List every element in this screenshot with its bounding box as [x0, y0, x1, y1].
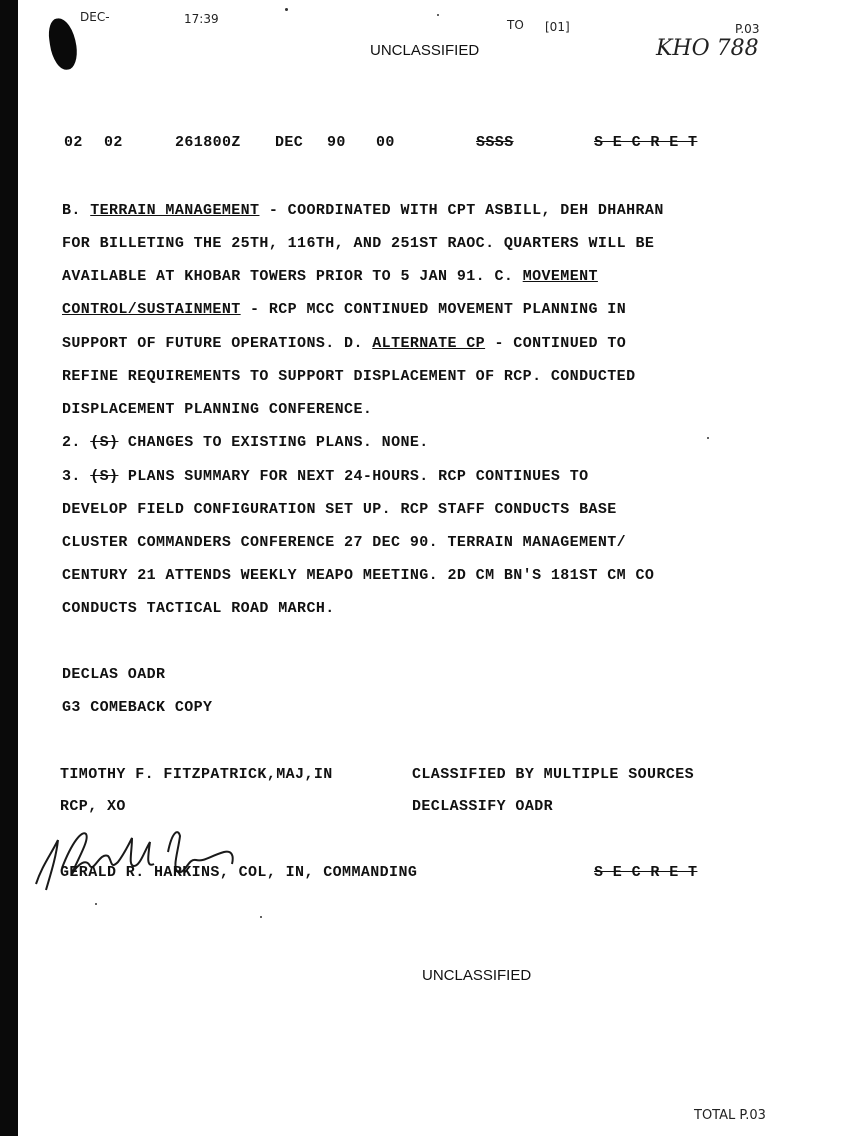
copy-note: G3 COMEBACK COPY [62, 699, 213, 716]
item-2-classification-mark: (S) [90, 434, 119, 451]
dtg-field-2: 02 [104, 134, 123, 151]
para-b-line-7: DISPLACEMENT PLANNING CONFERENCE. [62, 401, 373, 418]
signer-1-role: RCP, XO [60, 798, 126, 815]
item-3-line-2: DEVELOP FIELD CONFIGURATION SET UP. RCP STAFF CONDUCTS BASE [62, 501, 617, 518]
item-2: 2. (S) CHANGES TO EXISTING PLANS. NONE. [62, 434, 429, 451]
handwritten-reference: KHO 788 [656, 36, 759, 61]
fax-time: 17:39 [184, 12, 219, 26]
struck-classification-bottom: S E C R E T [594, 864, 698, 881]
scan-speck [285, 8, 288, 11]
declas-line: DECLAS OADR [62, 666, 166, 683]
total-pages: TOTAL P.03 [694, 1108, 766, 1123]
signer-1-name: TIMOTHY F. FITZPATRICK,MAJ,IN [60, 766, 333, 783]
struck-classification-top: S E C R E T [594, 134, 698, 151]
classification-top: UNCLASSIFIED [370, 42, 480, 59]
fax-date: DEC- [80, 10, 110, 24]
scan-blot [47, 16, 80, 71]
heading-control-sustainment: CONTROL/SUSTAINMENT [62, 301, 241, 318]
para-b-line-3: AVAILABLE AT KHOBAR TOWERS PRIOR TO 5 JAN 91. C. MOVEMENT [62, 268, 598, 285]
heading-movement: MOVEMENT [522, 268, 598, 285]
scan-speck [260, 916, 262, 918]
dtg-field-1: 02 [64, 134, 83, 151]
dtg-field-6: 00 [376, 134, 395, 151]
dtg-month: DEC [275, 134, 304, 151]
commander-name: GERALD R. HARKINS, COL, IN, COMMANDING [60, 864, 418, 881]
dtg-datetime: 261800Z [175, 134, 241, 151]
para-b-line-6: REFINE REQUIREMENTS TO SUPPORT DISPLACEMENT OF RCP. CONDUCTED [62, 368, 636, 385]
classified-by: CLASSIFIED BY MULTIPLE SOURCES [412, 766, 695, 783]
heading-terrain-management: TERRAIN MANAGEMENT [90, 202, 260, 219]
item-3-line-5: CONDUCTS TACTICAL ROAD MARCH. [62, 600, 335, 617]
para-b-line-1: B. TERRAIN MANAGEMENT - COORDINATED WITH CPT ASBILL, DEH DHAHRAN [62, 202, 664, 219]
item-3-classification-mark: (S) [90, 468, 119, 485]
dtg-year: 90 [327, 134, 346, 151]
struck-code: SSSS [476, 134, 514, 151]
scan-speck [95, 903, 97, 905]
fax-page-number: P.03 [735, 22, 760, 36]
commander-signature [28, 822, 248, 894]
para-b-line-4: CONTROL/SUSTAINMENT - RCP MCC CONTINUED MOVEMENT PLANNING IN [62, 301, 627, 318]
heading-alternate-cp: ALTERNATE CP [372, 335, 486, 352]
item-3-line-1: 3. (S) PLANS SUMMARY FOR NEXT 24-HOURS. RCP CONTINUES TO [62, 468, 589, 485]
scan-edge-bar [0, 0, 18, 1136]
classification-bottom: UNCLASSIFIED [422, 967, 532, 984]
para-b-line-2: FOR BILLETING THE 25TH, 116TH, AND 251ST RAOC. QUARTERS WILL BE [62, 235, 655, 252]
scan-speck [437, 14, 439, 16]
fax-number: [01] [545, 20, 570, 34]
para-b-line-5: SUPPORT OF FUTURE OPERATIONS. D. ALTERNATE CP - CONTINUED TO [62, 335, 627, 352]
fax-to-label: TO [507, 18, 524, 32]
scan-speck [707, 437, 709, 439]
item-3-line-3: CLUSTER COMMANDERS CONFERENCE 27 DEC 90. TERRAIN MANAGEMENT/ [62, 534, 627, 551]
item-3-line-4: CENTURY 21 ATTENDS WEEKLY MEAPO MEETING. 2D CM BN'S 181ST CM CO [62, 567, 655, 584]
declassify-instruction: DECLASSIFY OADR [412, 798, 554, 815]
